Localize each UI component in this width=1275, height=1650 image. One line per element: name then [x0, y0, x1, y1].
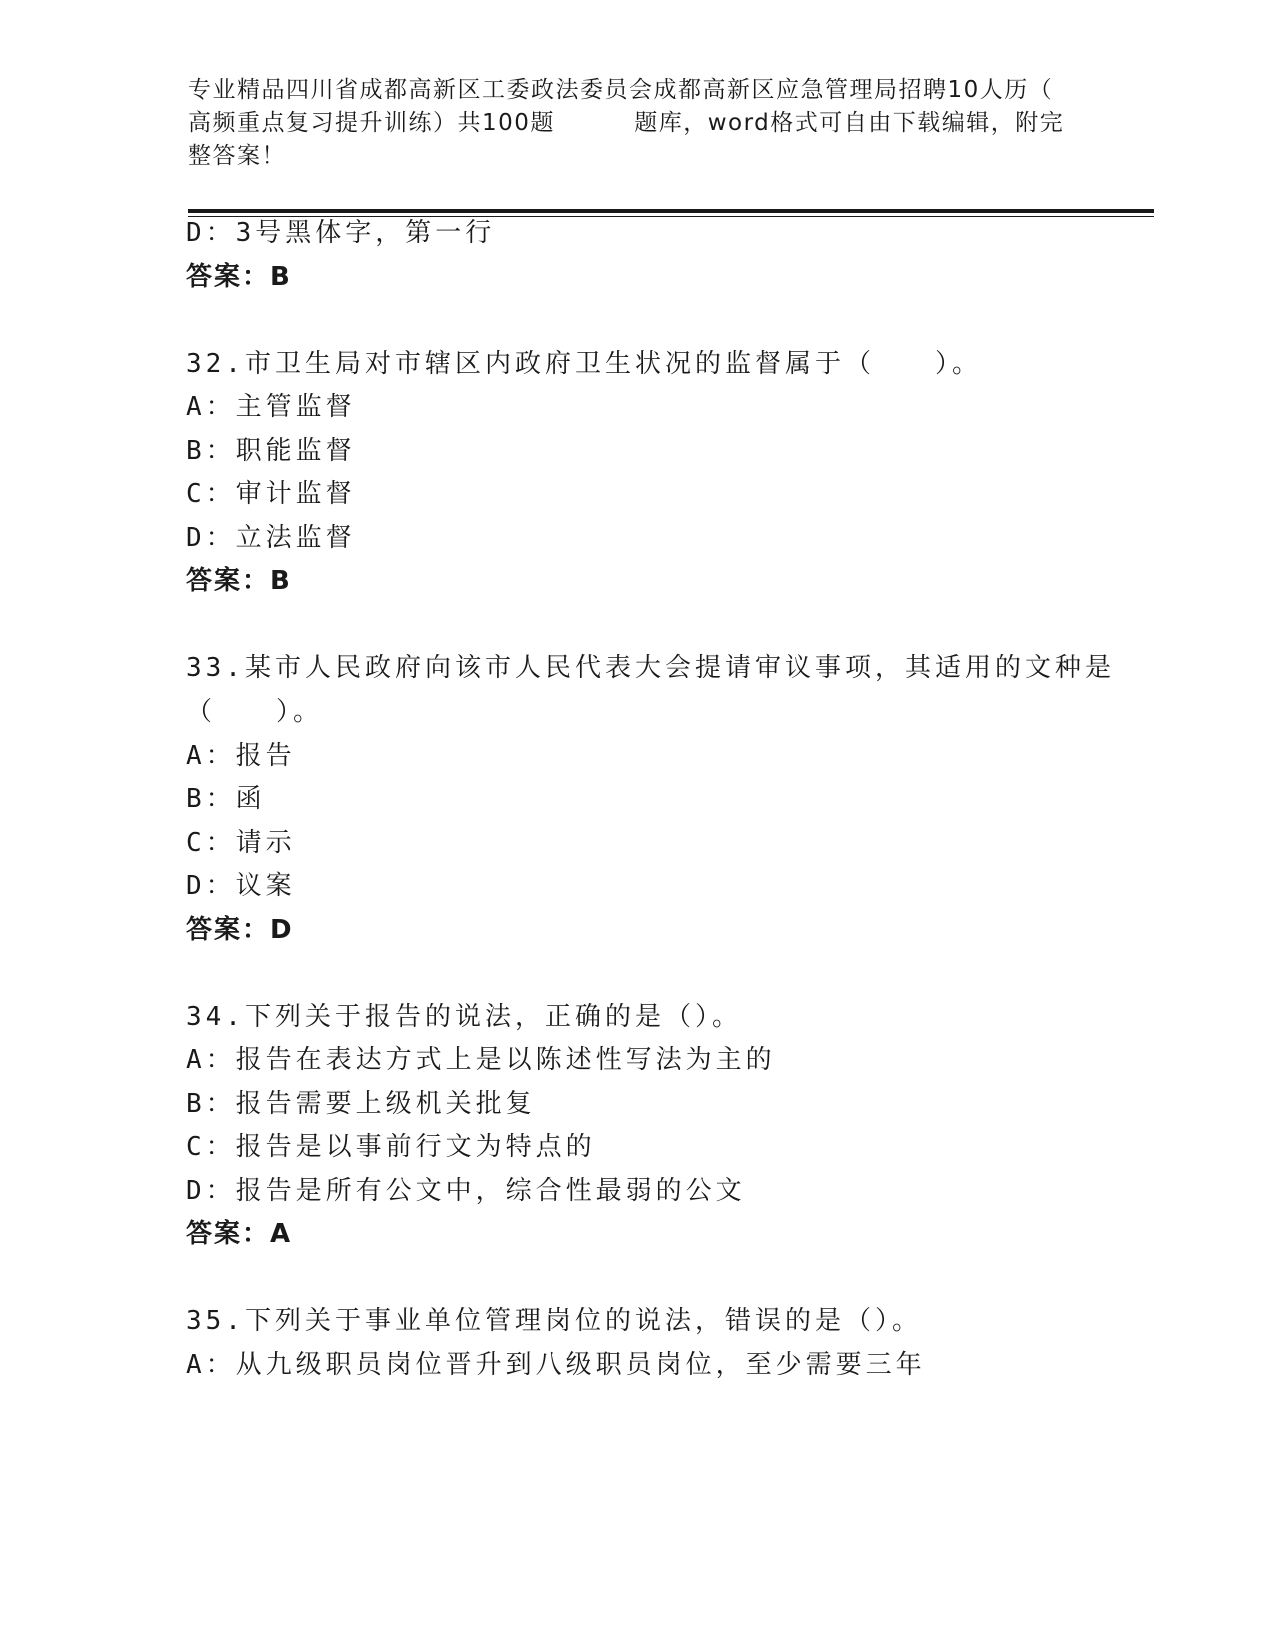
answer-label: 答案：A	[186, 1219, 293, 1249]
question-stem: 33.某市人民政府向该市人民代表大会提请审议事项，其适用的文种是	[186, 653, 1115, 683]
option-b: B：职能监督	[186, 436, 356, 466]
option-c: C：审计监督	[186, 479, 356, 509]
option-b: B：函	[186, 784, 266, 814]
question-stem: 35.下列关于事业单位管理岗位的说法，错误的是（）。	[186, 1306, 922, 1336]
option-a: A：从九级职员岗位晋升到八级职员岗位，至少需要三年	[186, 1350, 926, 1380]
option-d: D：议案	[186, 871, 296, 901]
page-header	[188, 74, 1068, 173]
option-c: C：报告是以事前行文为特点的	[186, 1132, 596, 1162]
answer-label: 答案：B	[186, 262, 292, 292]
option-a: A：主管监督	[186, 392, 356, 422]
header-divider-thick	[188, 209, 1154, 213]
question-stem: 34.下列关于报告的说法，正确的是（）。	[186, 1002, 742, 1032]
option-c: C：请示	[186, 828, 296, 858]
header-line: 整答案！	[188, 143, 286, 169]
header-line: 专业精品四川省成都高新区工委政法委员会成都高新区应急管理局招聘10人历（	[188, 77, 1054, 103]
option-d: D：3号黑体字，第一行	[186, 218, 496, 248]
option-a: A：报告	[186, 741, 296, 771]
answer-label: 答案：B	[186, 566, 292, 596]
header-line: 高频重点复习提升训练）共100题 题库，word格式可自由下载编辑，附完	[188, 110, 1065, 136]
question-stem: 32.市卫生局对市辖区内政府卫生状况的监督属于（ ）。	[186, 349, 982, 379]
option-a: A：报告在表达方式上是以陈述性写法为主的	[186, 1045, 776, 1075]
answer-label: 答案：D	[186, 915, 294, 945]
question-stem-continued: （ ）。	[186, 697, 324, 727]
option-d: D：报告是所有公文中，综合性最弱的公文	[186, 1176, 746, 1206]
option-d: D：立法监督	[186, 523, 356, 553]
option-b: B：报告需要上级机关批复	[186, 1089, 536, 1119]
